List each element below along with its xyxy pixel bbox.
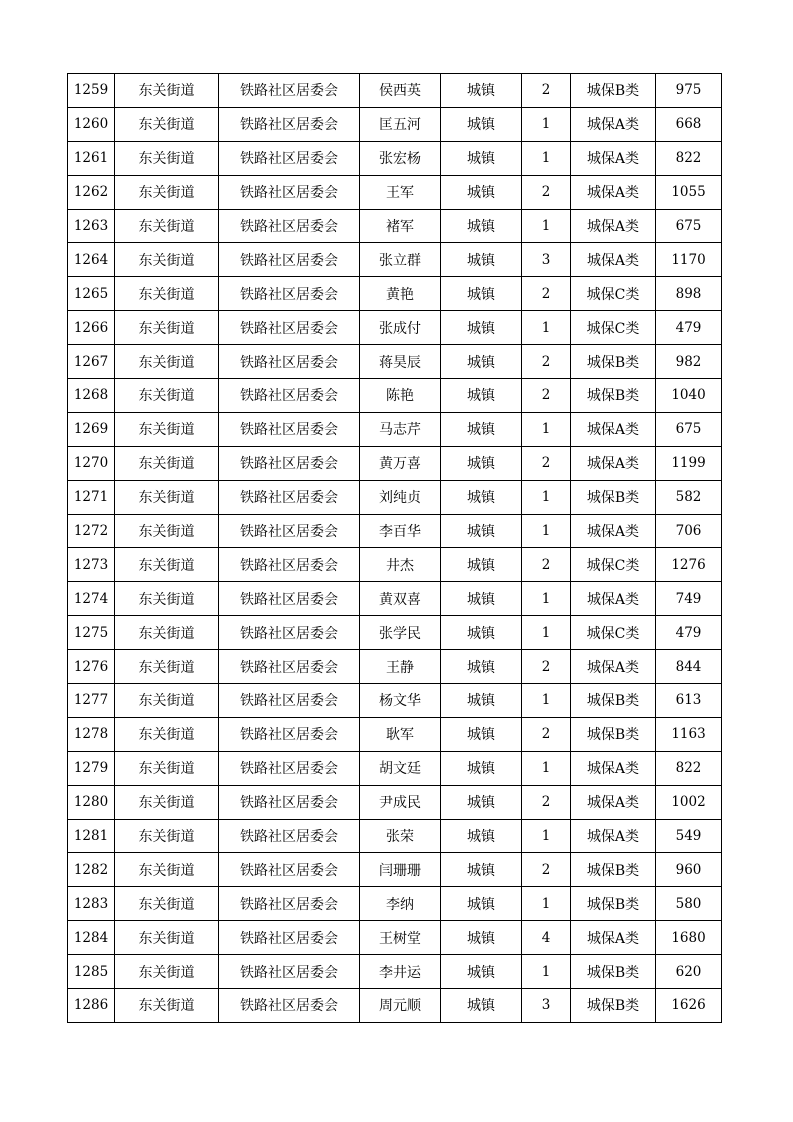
cell-street: 东关街道: [115, 175, 219, 209]
cell-area: 城镇: [441, 412, 522, 446]
cell-name: 王树堂: [360, 921, 441, 955]
cell-index: 1259: [68, 74, 115, 108]
cell-category: 城保A类: [571, 175, 656, 209]
cell-household-size: 3: [522, 243, 571, 277]
cell-index: 1262: [68, 175, 115, 209]
table-body: [68, 74, 722, 1023]
cell-area: 城镇: [441, 345, 522, 379]
cell-index: 1286: [68, 989, 115, 1023]
cell-area: 城镇: [441, 989, 522, 1023]
cell-area: 城镇: [441, 311, 522, 345]
cell-household-size: 1: [522, 616, 571, 650]
cell-category: 城保A类: [571, 141, 656, 175]
table-row: [68, 514, 722, 548]
cell-name: 张学民: [360, 616, 441, 650]
cell-area: 城镇: [441, 616, 522, 650]
cell-household-size: 2: [522, 548, 571, 582]
cell-street: 东关街道: [115, 751, 219, 785]
cell-street: 东关街道: [115, 345, 219, 379]
cell-name: 褚军: [360, 209, 441, 243]
cell-area: 城镇: [441, 379, 522, 413]
cell-amount: 1002: [656, 785, 722, 819]
cell-household-size: 4: [522, 921, 571, 955]
cell-category: 城保A类: [571, 921, 656, 955]
cell-name: 闫珊珊: [360, 853, 441, 887]
cell-amount: 1170: [656, 243, 722, 277]
cell-category: 城保C类: [571, 277, 656, 311]
cell-household-size: 1: [522, 684, 571, 718]
table-row: [68, 785, 722, 819]
cell-category: 城保B类: [571, 717, 656, 751]
cell-community: 铁路社区居委会: [219, 175, 360, 209]
cell-amount: 749: [656, 582, 722, 616]
table-row: [68, 751, 722, 785]
cell-index: 1270: [68, 446, 115, 480]
cell-name: 刘纯贞: [360, 480, 441, 514]
cell-area: 城镇: [441, 514, 522, 548]
cell-area: 城镇: [441, 175, 522, 209]
cell-name: 侯西英: [360, 74, 441, 108]
cell-street: 东关街道: [115, 514, 219, 548]
cell-name: 匡五河: [360, 107, 441, 141]
cell-amount: 1055: [656, 175, 722, 209]
cell-name: 李纳: [360, 887, 441, 921]
cell-index: 1282: [68, 853, 115, 887]
cell-amount: 549: [656, 819, 722, 853]
table-row: [68, 582, 722, 616]
cell-community: 铁路社区居委会: [219, 277, 360, 311]
cell-name: 张立群: [360, 243, 441, 277]
cell-name: 耿军: [360, 717, 441, 751]
cell-amount: 706: [656, 514, 722, 548]
cell-household-size: 2: [522, 650, 571, 684]
cell-street: 东关街道: [115, 548, 219, 582]
cell-name: 张宏杨: [360, 141, 441, 175]
cell-name: 黄双喜: [360, 582, 441, 616]
cell-street: 东关街道: [115, 74, 219, 108]
cell-index: 1267: [68, 345, 115, 379]
cell-category: 城保C类: [571, 311, 656, 345]
cell-household-size: 1: [522, 209, 571, 243]
cell-street: 东关街道: [115, 785, 219, 819]
table-row: [68, 74, 722, 108]
table-row: [68, 209, 722, 243]
cell-name: 尹成民: [360, 785, 441, 819]
cell-community: 铁路社区居委会: [219, 785, 360, 819]
table-row: [68, 853, 722, 887]
cell-community: 铁路社区居委会: [219, 887, 360, 921]
cell-index: 1273: [68, 548, 115, 582]
cell-index: 1260: [68, 107, 115, 141]
cell-community: 铁路社区居委会: [219, 684, 360, 718]
cell-community: 铁路社区居委会: [219, 480, 360, 514]
cell-street: 东关街道: [115, 650, 219, 684]
cell-area: 城镇: [441, 107, 522, 141]
cell-category: 城保C类: [571, 616, 656, 650]
cell-amount: 668: [656, 107, 722, 141]
table-row: [68, 412, 722, 446]
cell-community: 铁路社区居委会: [219, 107, 360, 141]
cell-category: 城保A类: [571, 412, 656, 446]
cell-index: 1279: [68, 751, 115, 785]
cell-category: 城保B类: [571, 345, 656, 379]
cell-community: 铁路社区居委会: [219, 650, 360, 684]
cell-street: 东关街道: [115, 446, 219, 480]
cell-category: 城保B类: [571, 955, 656, 989]
cell-area: 城镇: [441, 74, 522, 108]
cell-community: 铁路社区居委会: [219, 921, 360, 955]
cell-name: 周元顺: [360, 989, 441, 1023]
cell-amount: 1626: [656, 989, 722, 1023]
cell-street: 东关街道: [115, 582, 219, 616]
cell-area: 城镇: [441, 209, 522, 243]
cell-area: 城镇: [441, 819, 522, 853]
cell-name: 井杰: [360, 548, 441, 582]
cell-category: 城保A类: [571, 582, 656, 616]
cell-amount: 960: [656, 853, 722, 887]
table-row: [68, 887, 722, 921]
cell-index: 1268: [68, 379, 115, 413]
cell-index: 1269: [68, 412, 115, 446]
table-row: [68, 480, 722, 514]
cell-community: 铁路社区居委会: [219, 209, 360, 243]
cell-street: 东关街道: [115, 243, 219, 277]
table-row: [68, 379, 722, 413]
table-row: [68, 548, 722, 582]
cell-community: 铁路社区居委会: [219, 616, 360, 650]
cell-name: 胡文廷: [360, 751, 441, 785]
cell-name: 蒋昊辰: [360, 345, 441, 379]
cell-amount: 844: [656, 650, 722, 684]
cell-street: 东关街道: [115, 989, 219, 1023]
cell-index: 1278: [68, 717, 115, 751]
table-row: [68, 989, 722, 1023]
cell-household-size: 2: [522, 379, 571, 413]
cell-community: 铁路社区居委会: [219, 74, 360, 108]
cell-street: 东关街道: [115, 921, 219, 955]
table-row: [68, 650, 722, 684]
table-row: [68, 277, 722, 311]
cell-street: 东关街道: [115, 717, 219, 751]
cell-community: 铁路社区居委会: [219, 311, 360, 345]
table-row: [68, 446, 722, 480]
cell-category: 城保A类: [571, 650, 656, 684]
cell-community: 铁路社区居委会: [219, 751, 360, 785]
cell-category: 城保B类: [571, 480, 656, 514]
cell-category: 城保B类: [571, 684, 656, 718]
cell-name: 黄万喜: [360, 446, 441, 480]
cell-community: 铁路社区居委会: [219, 819, 360, 853]
cell-index: 1285: [68, 955, 115, 989]
cell-category: 城保A类: [571, 751, 656, 785]
cell-index: 1265: [68, 277, 115, 311]
cell-category: 城保C类: [571, 548, 656, 582]
cell-category: 城保A类: [571, 446, 656, 480]
cell-community: 铁路社区居委会: [219, 548, 360, 582]
cell-household-size: 3: [522, 989, 571, 1023]
cell-name: 马志芹: [360, 412, 441, 446]
cell-category: 城保B类: [571, 887, 656, 921]
cell-area: 城镇: [441, 548, 522, 582]
cell-household-size: 2: [522, 717, 571, 751]
table-row: [68, 616, 722, 650]
cell-household-size: 2: [522, 785, 571, 819]
table-row: [68, 684, 722, 718]
cell-index: 1263: [68, 209, 115, 243]
cell-amount: 582: [656, 480, 722, 514]
cell-category: 城保A类: [571, 785, 656, 819]
cell-area: 城镇: [441, 650, 522, 684]
cell-category: 城保A类: [571, 243, 656, 277]
cell-index: 1277: [68, 684, 115, 718]
cell-area: 城镇: [441, 887, 522, 921]
table-row: [68, 955, 722, 989]
cell-area: 城镇: [441, 141, 522, 175]
cell-index: 1266: [68, 311, 115, 345]
cell-street: 东关街道: [115, 616, 219, 650]
cell-household-size: 1: [522, 107, 571, 141]
cell-index: 1274: [68, 582, 115, 616]
cell-household-size: 2: [522, 277, 571, 311]
cell-amount: 675: [656, 209, 722, 243]
cell-amount: 479: [656, 616, 722, 650]
cell-area: 城镇: [441, 446, 522, 480]
table-row: [68, 141, 722, 175]
cell-name: 李井运: [360, 955, 441, 989]
cell-category: 城保A类: [571, 209, 656, 243]
cell-area: 城镇: [441, 480, 522, 514]
cell-household-size: 1: [522, 514, 571, 548]
cell-street: 东关街道: [115, 379, 219, 413]
cell-area: 城镇: [441, 582, 522, 616]
cell-index: 1276: [68, 650, 115, 684]
cell-area: 城镇: [441, 853, 522, 887]
cell-community: 铁路社区居委会: [219, 412, 360, 446]
table-row: [68, 175, 722, 209]
table-row: [68, 717, 722, 751]
cell-index: 1284: [68, 921, 115, 955]
cell-household-size: 2: [522, 853, 571, 887]
cell-category: 城保A类: [571, 819, 656, 853]
cell-category: 城保B类: [571, 74, 656, 108]
cell-category: 城保A类: [571, 107, 656, 141]
cell-household-size: 1: [522, 751, 571, 785]
cell-community: 铁路社区居委会: [219, 243, 360, 277]
cell-amount: 580: [656, 887, 722, 921]
cell-household-size: 1: [522, 955, 571, 989]
cell-street: 东关街道: [115, 209, 219, 243]
table-row: [68, 311, 722, 345]
cell-category: 城保B类: [571, 853, 656, 887]
cell-street: 东关街道: [115, 277, 219, 311]
cell-household-size: 1: [522, 819, 571, 853]
cell-area: 城镇: [441, 785, 522, 819]
cell-community: 铁路社区居委会: [219, 514, 360, 548]
cell-community: 铁路社区居委会: [219, 955, 360, 989]
cell-amount: 1199: [656, 446, 722, 480]
cell-name: 王静: [360, 650, 441, 684]
cell-household-size: 1: [522, 887, 571, 921]
cell-community: 铁路社区居委会: [219, 582, 360, 616]
cell-name: 陈艳: [360, 379, 441, 413]
cell-amount: 822: [656, 141, 722, 175]
cell-street: 东关街道: [115, 107, 219, 141]
cell-street: 东关街道: [115, 853, 219, 887]
cell-street: 东关街道: [115, 480, 219, 514]
cell-household-size: 1: [522, 582, 571, 616]
table-row: [68, 243, 722, 277]
cell-amount: 982: [656, 345, 722, 379]
cell-household-size: 2: [522, 74, 571, 108]
cell-street: 东关街道: [115, 412, 219, 446]
table-row: [68, 107, 722, 141]
cell-area: 城镇: [441, 684, 522, 718]
cell-index: 1272: [68, 514, 115, 548]
cell-area: 城镇: [441, 955, 522, 989]
cell-name: 李百华: [360, 514, 441, 548]
cell-community: 铁路社区居委会: [219, 446, 360, 480]
cell-community: 铁路社区居委会: [219, 141, 360, 175]
cell-household-size: 1: [522, 311, 571, 345]
cell-street: 东关街道: [115, 141, 219, 175]
cell-index: 1261: [68, 141, 115, 175]
cell-name: 张荣: [360, 819, 441, 853]
cell-amount: 613: [656, 684, 722, 718]
cell-amount: 620: [656, 955, 722, 989]
cell-amount: 822: [656, 751, 722, 785]
table-row: [68, 921, 722, 955]
cell-community: 铁路社区居委会: [219, 379, 360, 413]
cell-amount: 1040: [656, 379, 722, 413]
table-row: [68, 819, 722, 853]
cell-community: 铁路社区居委会: [219, 717, 360, 751]
cell-household-size: 2: [522, 446, 571, 480]
cell-area: 城镇: [441, 243, 522, 277]
cell-household-size: 1: [522, 141, 571, 175]
cell-household-size: 1: [522, 480, 571, 514]
cell-amount: 1276: [656, 548, 722, 582]
cell-street: 东关街道: [115, 311, 219, 345]
cell-index: 1275: [68, 616, 115, 650]
cell-amount: 479: [656, 311, 722, 345]
cell-community: 铁路社区居委会: [219, 853, 360, 887]
cell-area: 城镇: [441, 277, 522, 311]
cell-index: 1280: [68, 785, 115, 819]
cell-street: 东关街道: [115, 955, 219, 989]
cell-index: 1264: [68, 243, 115, 277]
cell-household-size: 2: [522, 345, 571, 379]
cell-street: 东关街道: [115, 684, 219, 718]
cell-index: 1281: [68, 819, 115, 853]
cell-category: 城保B类: [571, 989, 656, 1023]
data-table: [67, 73, 722, 1023]
table-row: [68, 345, 722, 379]
cell-name: 王军: [360, 175, 441, 209]
cell-category: 城保A类: [571, 514, 656, 548]
cell-index: 1271: [68, 480, 115, 514]
cell-amount: 675: [656, 412, 722, 446]
cell-name: 杨文华: [360, 684, 441, 718]
cell-amount: 1163: [656, 717, 722, 751]
cell-index: 1283: [68, 887, 115, 921]
cell-area: 城镇: [441, 751, 522, 785]
cell-name: 张成付: [360, 311, 441, 345]
cell-area: 城镇: [441, 717, 522, 751]
cell-household-size: 2: [522, 175, 571, 209]
cell-community: 铁路社区居委会: [219, 989, 360, 1023]
cell-name: 黄艳: [360, 277, 441, 311]
cell-amount: 1680: [656, 921, 722, 955]
cell-community: 铁路社区居委会: [219, 345, 360, 379]
cell-household-size: 1: [522, 412, 571, 446]
cell-area: 城镇: [441, 921, 522, 955]
cell-street: 东关街道: [115, 819, 219, 853]
cell-street: 东关街道: [115, 887, 219, 921]
cell-amount: 898: [656, 277, 722, 311]
cell-amount: 975: [656, 74, 722, 108]
cell-category: 城保B类: [571, 379, 656, 413]
